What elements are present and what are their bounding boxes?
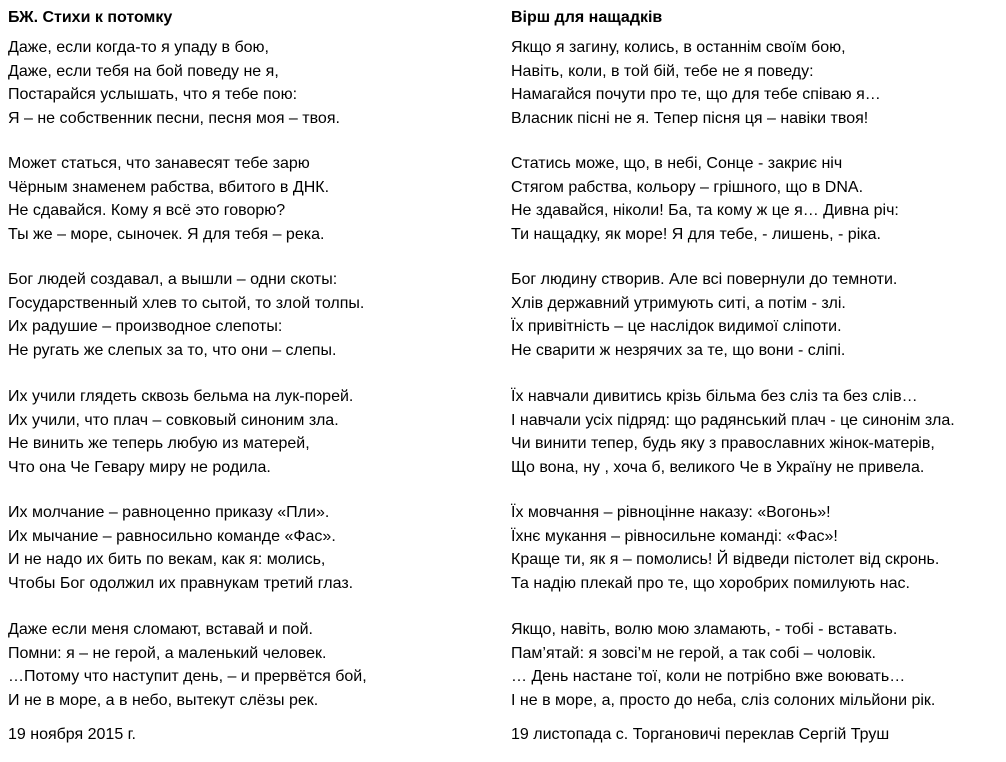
poem-line: Что она Че Гевару миру не родила. [8,458,271,476]
stanza [8,501,353,595]
poem-line: Помни: я – не герой, а маленький человек. [8,644,327,662]
poem-line: Их учили глядеть сквозь бельма на лук-порей. [8,388,354,405]
poem-line: Не здавайся, ніколи! Ба, та кому ж це я… Дивна річ: [511,202,899,219]
poem-line: Якщо, навіть, волю мою зламають, - тобі - вставать. [511,621,898,638]
poem-line: Ти нащадку, як море! Я для тебе, - лишень, - ріка. [511,225,881,243]
poem-line: Их молчание – равноценно приказу «Пли». [8,504,330,521]
poem-title: БЖ. Стихи к потомку [8,9,173,26]
poem-line: Их учили, что плач – совковый синоним зла. [8,411,339,429]
poem-line: Краще ти, як я – помолись! Й відведи пістолет від скронь. [511,551,940,568]
poem-line: И не в море, а в небо, вытекут слёзы рек. [8,691,319,709]
stanza [8,36,340,130]
poem-line: Ты же – море, сыночек. Я для тебя – река. [8,225,325,243]
stanza [511,36,881,130]
poem-line: Їх навчали дивитись крізь більма без сліз та без слів… [511,388,918,405]
poem-line: Не ругать же слепых за то, что они – слепы. [8,341,337,359]
poem-line: Даже, если тебя на бой поведу не я, [8,62,279,80]
poem-line: Не сдавайся. Кому я всё это говорю? [8,202,286,219]
poem-line: Бог людей создавал, а вышли – одни скоты: [8,271,338,288]
poem-line: … День настане тої, коли не потрібно вже воювать… [511,668,906,685]
poem-line: …Потому что наступит день, – и прервётся бой, [8,668,367,685]
poem-line: Хлів державний утримують ситі, а потім - злі. [511,294,846,312]
poem-line: Та надію плекай про те, що хоробрих помилують нас. [511,574,910,592]
stanza [8,152,329,246]
poem-line: Бог людину створив. Але всі повернули до темноти. [511,271,898,288]
stanza [8,385,353,479]
poem-line: И не надо их бить по векам, как я: молись, [8,551,326,568]
stanza [511,152,899,246]
poem-line: Власник пісні не я. Тепер пісня ця – навіки твоя! [511,109,869,127]
poem-line: Навіть, коли, в той бій, тебе не я поведу: [511,62,814,80]
stanza [511,268,897,362]
poem-line: Якщо я загину, колись, в останнім своїм бою, [511,39,846,56]
poem-date: 19 ноября 2015 г. [8,726,136,743]
poem-line: Я – не собственник песни, песня моя – твоя. [8,109,340,127]
stanza [8,268,364,362]
poem-line: Чёрным знаменем рабства, вбитого в ДНК. [8,178,330,196]
poem-line: Чтобы Бог одолжил их правнукам третий глаз. [8,574,354,592]
poem-line: Що вона, ну , хоча б, великого Че в Україну не привела. [511,458,925,476]
poem-line: Пам’ятай: я зовсі’м не герой, а так собі – чоловік. [511,644,876,662]
stanza [511,385,955,479]
poem-line: Статись може, що, в небі, Сонце - закриє ніч [511,155,843,172]
stanza [511,501,939,595]
poem-line: Не винить же теперь любую из матерей, [8,435,310,452]
poem-line: Стягом рабства, кольору – грішного, що в DNA. [511,178,864,196]
poem-line: Их радушие – производное слепоты: [8,318,283,335]
poem-line: Не сварити ж незрячих за те, що вони - сліпі. [511,341,846,359]
poem-line: Намагайся почути про те, що для тебе співаю я… [511,86,881,103]
poem-line: Государственный хлев то сытой, то злой толпы. [8,294,365,312]
poem-date: 19 листопада с. Торгановичі переклав Сергій Труш [511,726,890,743]
poem-line: Їх привітність – це наслідок видимої сліпоти. [511,318,842,335]
stanza [511,618,935,712]
poem-line: Чи винити тепер, будь яку з православних жінок-матерів, [511,435,935,452]
poem-line: Может статься, что занавесят тебе зарю [8,155,310,172]
poem-line: Их мычание – равносильно команде «Фас». [8,527,336,545]
poem-line: І не в море, а, просто до неба, сліз солоних мільйони рік. [511,691,936,709]
poem-line: Їх мовчання – рівноцінне наказу: «Вогонь»! [511,504,831,521]
poem-line: Даже если меня сломают, вставай и пой. [8,621,313,638]
poem-line: Їхнє мукання – рівносильне команді: «Фас»! [511,527,838,545]
poem-line: І навчали усіх підряд: що радянський плач - це синонім зла. [511,411,955,429]
poem-line: Постарайся услышать, что я тебе пою: [8,86,298,103]
stanza [8,618,367,712]
poem-line: Даже, если когда-то я упаду в бою, [8,39,269,56]
poem-title: Вірш для нащадків [511,9,663,26]
